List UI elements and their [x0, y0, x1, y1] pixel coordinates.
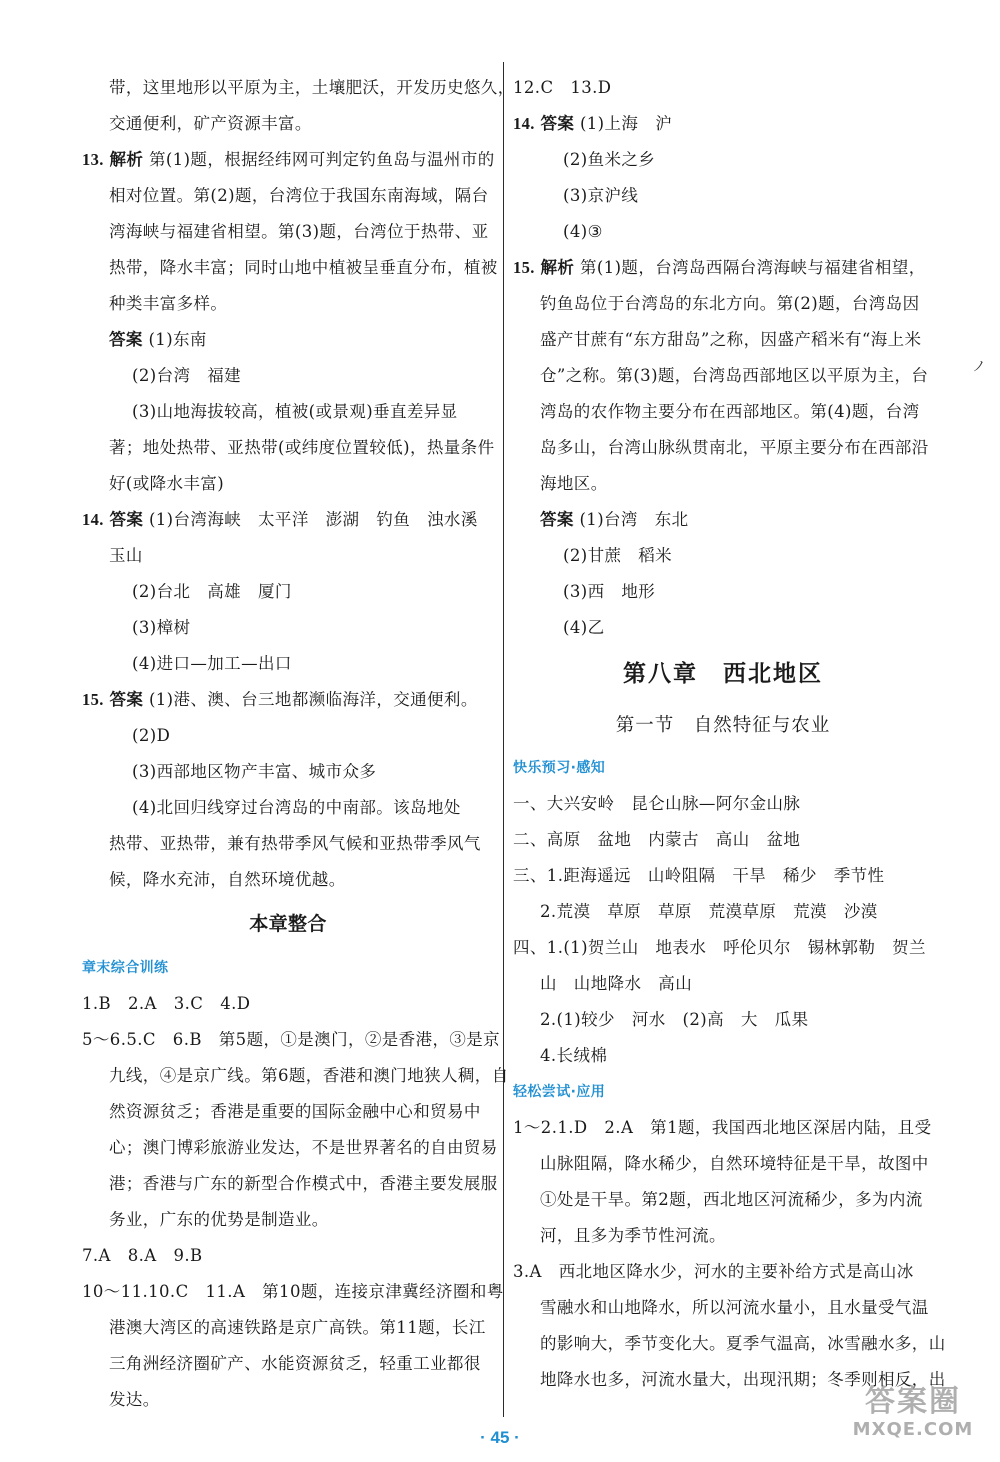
text-line — [513, 1218, 933, 1254]
text-line — [513, 1290, 933, 1326]
text-line — [82, 610, 494, 646]
text-line — [82, 1274, 504, 1310]
right-column — [513, 70, 946, 1398]
line-text: 仓”之称。第(3)题，台湾岛西部地区以平原为主，台 — [540, 366, 929, 385]
line-text: 2.荒漠 草原 草原 荒漠草原 荒漠 沙漠 — [540, 902, 878, 921]
column-divider — [503, 62, 504, 1417]
text-line — [513, 1038, 933, 1074]
line-text: (3)山地海拔较高，植被(或景观)垂直差异显 — [132, 402, 458, 421]
text-line — [82, 1166, 498, 1202]
line-text: (3)京沪线 — [563, 186, 639, 205]
text-line — [82, 286, 494, 322]
text-line — [82, 1202, 494, 1238]
text-line — [82, 574, 494, 610]
line-text: 岛多山，台湾山脉纵贯南北，平原主要分布在西部沿 — [540, 438, 929, 457]
line-text: (2)台湾 福建 — [132, 366, 242, 385]
line-text: (2)D — [132, 726, 171, 745]
answer-label: 答案 — [540, 510, 574, 529]
answer-label: 解析 — [540, 258, 575, 277]
section-heading: 本章整合 — [249, 913, 327, 935]
line-text: 九线，④是京广线。第6题，香港和澳门地狭人稠，自 — [109, 1066, 509, 1085]
line-text: 湾岛的农作物主要分布在西部地区。第(4)题，台湾 — [540, 402, 920, 421]
text-line — [513, 394, 933, 430]
text-line — [513, 786, 933, 822]
text-line — [513, 106, 933, 142]
line-text: 种类丰富多样。 — [109, 294, 228, 313]
line-text: 发达。 — [109, 1390, 160, 1409]
question-number: 13. — [82, 150, 104, 169]
text-line — [513, 538, 933, 574]
left-column — [82, 70, 515, 1418]
page-number: · 45 · — [480, 1428, 520, 1447]
line-text: 10～11.10.C 11.A 第10题，连接京津冀经济圈和粤 — [82, 1282, 504, 1301]
text-line — [513, 858, 933, 894]
line-text: 著；地处热带、亚热带(或纬度位置较低)，热量条件 — [109, 438, 495, 457]
answer-label: 答案 — [540, 114, 575, 133]
line-text: 山 山地降水 高山 — [540, 974, 693, 993]
line-text: (4)③ — [563, 222, 603, 241]
line-text: 4.长绒棉 — [540, 1046, 608, 1065]
text-line — [513, 322, 933, 358]
text-line — [513, 70, 933, 106]
text-line — [82, 1382, 494, 1418]
text-line — [82, 214, 494, 250]
line-text: (1)上海 沪 — [574, 114, 673, 133]
line-text: 三、1.距海遥远 山岭阻隔 干旱 稀少 季节性 — [513, 866, 885, 885]
text-line — [513, 358, 933, 394]
line-text: (1)台湾海峡 太平洋 澎湖 钓鱼 浊水溪 — [143, 510, 478, 529]
answer-label: 答案 — [109, 510, 144, 529]
line-text: (2)甘蔗 稻米 — [563, 546, 673, 565]
line-text: 热带、亚热带，兼有热带季风气候和亚热带季风气 — [109, 834, 481, 853]
section-label: 轻松尝试·应用 — [513, 1084, 606, 1100]
line-text: (4)北回归线穿过台湾岛的中南部。该岛地处 — [132, 798, 461, 817]
text-line — [82, 322, 494, 358]
line-text: 玉山 — [109, 546, 143, 565]
text-line — [513, 1146, 933, 1182]
text-line — [82, 826, 494, 862]
section-title: 第一节 自然特征与农业 — [615, 715, 831, 736]
answer-label: 解析 — [109, 150, 144, 169]
answer-label: 答案 — [109, 330, 143, 349]
text-line — [82, 1310, 494, 1346]
text-line — [82, 1130, 498, 1166]
line-text: (3)樟树 — [132, 618, 191, 637]
line-text: 带，这里地形以平原为主，土壤肥沃，开发历史悠久， — [109, 78, 515, 97]
text-line — [82, 70, 515, 106]
text-line — [513, 894, 933, 930]
line-text: 雪融水和山地降水，所以河流水量小，且水量受气温 — [540, 1298, 929, 1317]
line-text: 第(1)题，台湾岛西隔台湾海峡与福建省相望， — [574, 258, 926, 277]
question-number: 15. — [513, 258, 535, 277]
text-line — [513, 822, 933, 858]
text-line — [82, 754, 494, 790]
text-line — [513, 966, 933, 1002]
line-text: 5～6.5.C 6.B 第5题，①是澳门，②是香港，③是京 — [82, 1030, 501, 1049]
text-line — [82, 646, 494, 682]
line-text: 7.A 8.A 9.B — [82, 1246, 203, 1265]
line-text: 相对位置。第(2)题，台湾位于我国东南海域，隔台 — [109, 186, 489, 205]
line-text: 第(1)题，根据经纬网可判定钓鱼岛与温州市的 — [143, 150, 495, 169]
text-line — [82, 1346, 494, 1382]
text-line — [513, 1110, 933, 1146]
text-line — [513, 610, 933, 646]
text-line — [82, 142, 494, 178]
text-line — [82, 178, 494, 214]
text-line — [513, 142, 933, 178]
text-line — [513, 930, 933, 966]
text-line — [82, 466, 494, 502]
line-text: (1)港、澳、台三地都濒临海洋，交通便利。 — [143, 690, 478, 709]
text-line — [513, 1002, 933, 1038]
line-text: (2)鱼米之乡 — [563, 150, 656, 169]
text-line — [82, 1022, 501, 1058]
line-text: 港澳大湾区的高速铁路是京广高铁。第11题，长江 — [109, 1318, 486, 1337]
section-label: 章末综合训练 — [82, 960, 169, 976]
text-line — [513, 214, 933, 250]
line-text: ①处是干旱。第2题，西北地区河流稀少，多为内流 — [540, 1190, 923, 1209]
line-text: 3.A 西北地区降水少，河水的主要补给方式是高山冰 — [513, 1262, 914, 1281]
text-line — [513, 1254, 933, 1290]
text-line — [82, 250, 498, 286]
line-text: (2)台北 高雄 厦门 — [132, 582, 292, 601]
watermark-logo — [838, 1385, 988, 1453]
text-line — [82, 862, 494, 898]
line-text: 1～2.1.D 2.A 第1题，我国西北地区深居内陆，且受 — [513, 1118, 932, 1137]
line-text: 热带，降水丰富；同时山地中植被呈垂直分布，植被 — [109, 258, 498, 277]
text-line — [513, 250, 933, 286]
text-line — [82, 358, 494, 394]
line-text: (3)西 地形 — [563, 582, 656, 601]
line-text: (1)台湾 东北 — [573, 510, 689, 529]
line-text: 2.(1)较少 河水 (2)高 大 瓜果 — [540, 1010, 809, 1029]
line-text: 四、1.(1)贺兰山 地表水 呼伦贝尔 锡林郭勒 贺兰 — [513, 938, 926, 957]
line-text: (4)进口—加工—出口 — [132, 654, 292, 673]
answer-label: 答案 — [109, 690, 144, 709]
question-number: 14. — [82, 510, 104, 529]
text-line — [513, 466, 933, 502]
chapter-title: 第八章 西北地区 — [623, 661, 823, 687]
line-text: 地降水也多，河流水量大，出现汛期；冬季则相反，出 — [540, 1370, 946, 1389]
text-line — [82, 1058, 509, 1094]
text-line — [513, 502, 933, 538]
text-line — [513, 430, 933, 466]
text-line — [82, 538, 494, 574]
question-number: 14. — [513, 114, 535, 133]
text-line — [513, 574, 933, 610]
watermark-top: 答案圈 — [865, 1384, 961, 1419]
line-text: 12.C 13.D — [513, 78, 612, 97]
line-text: (1)东南 — [142, 330, 207, 349]
text-line — [82, 430, 494, 466]
text-line — [513, 178, 933, 214]
line-text: 盛产甘蔗有“东方甜岛”之称，因盛产稻米有“海上米 — [540, 330, 922, 349]
line-text: 港；香港与广东的新型合作模式中，香港主要发展服 — [109, 1174, 498, 1193]
text-line — [513, 1182, 933, 1218]
text-line — [82, 718, 494, 754]
line-text: 的影响大，季节变化大。夏季气温高，冰雪融水多，山 — [540, 1334, 946, 1353]
line-text: 湾海峡与福建省相望。第(3)题，台湾位于热带、亚 — [109, 222, 489, 241]
text-line — [513, 1326, 946, 1362]
text-line — [82, 986, 494, 1022]
line-text: 钓鱼岛位于台湾岛的东北方向。第(2)题，台湾岛因 — [540, 294, 920, 313]
watermark-bottom: MXQE.COM — [852, 1419, 974, 1440]
line-text: 河，且多为季节性河流。 — [540, 1226, 726, 1245]
line-text: 心；澳门博彩旅游业发达，不是世界著名的自由贸易 — [109, 1138, 498, 1157]
text-line — [82, 394, 494, 430]
line-text: 候，降水充沛，自然环境优越。 — [109, 870, 346, 889]
text-line — [82, 1094, 494, 1130]
question-number: 15. — [82, 690, 104, 709]
line-text: 二、高原 盆地 内蒙古 高山 盆地 — [513, 830, 801, 849]
line-text: 务业，广东的优势是制造业。 — [109, 1210, 329, 1229]
line-text: 海地区。 — [540, 474, 608, 493]
text-line — [82, 682, 494, 718]
line-text: 山脉阻隔，降水稀少，自然环境特征是干旱，故图中 — [540, 1154, 929, 1173]
line-text: (4)乙 — [563, 618, 605, 637]
text-line — [82, 1238, 494, 1274]
text-line — [82, 790, 494, 826]
line-text: (3)西部地区物产丰富、城市众多 — [132, 762, 377, 781]
scan-mark: ノ — [972, 359, 986, 375]
line-text: 好(或降水丰富) — [109, 474, 225, 493]
line-text: 1.B 2.A 3.C 4.D — [82, 994, 251, 1013]
line-text: 三角洲经济圈矿产、水能资源贫乏，轻重工业都很 — [109, 1354, 481, 1373]
line-text: 一、大兴安岭 昆仑山脉—阿尔金山脉 — [513, 794, 801, 813]
text-line — [82, 106, 494, 142]
text-line — [513, 286, 933, 322]
section-label: 快乐预习·感知 — [513, 760, 606, 776]
text-line — [82, 502, 494, 538]
line-text: 交通便利，矿产资源丰富。 — [109, 114, 312, 133]
line-text: 然资源贫乏；香港是重要的国际金融中心和贸易中 — [109, 1102, 481, 1121]
